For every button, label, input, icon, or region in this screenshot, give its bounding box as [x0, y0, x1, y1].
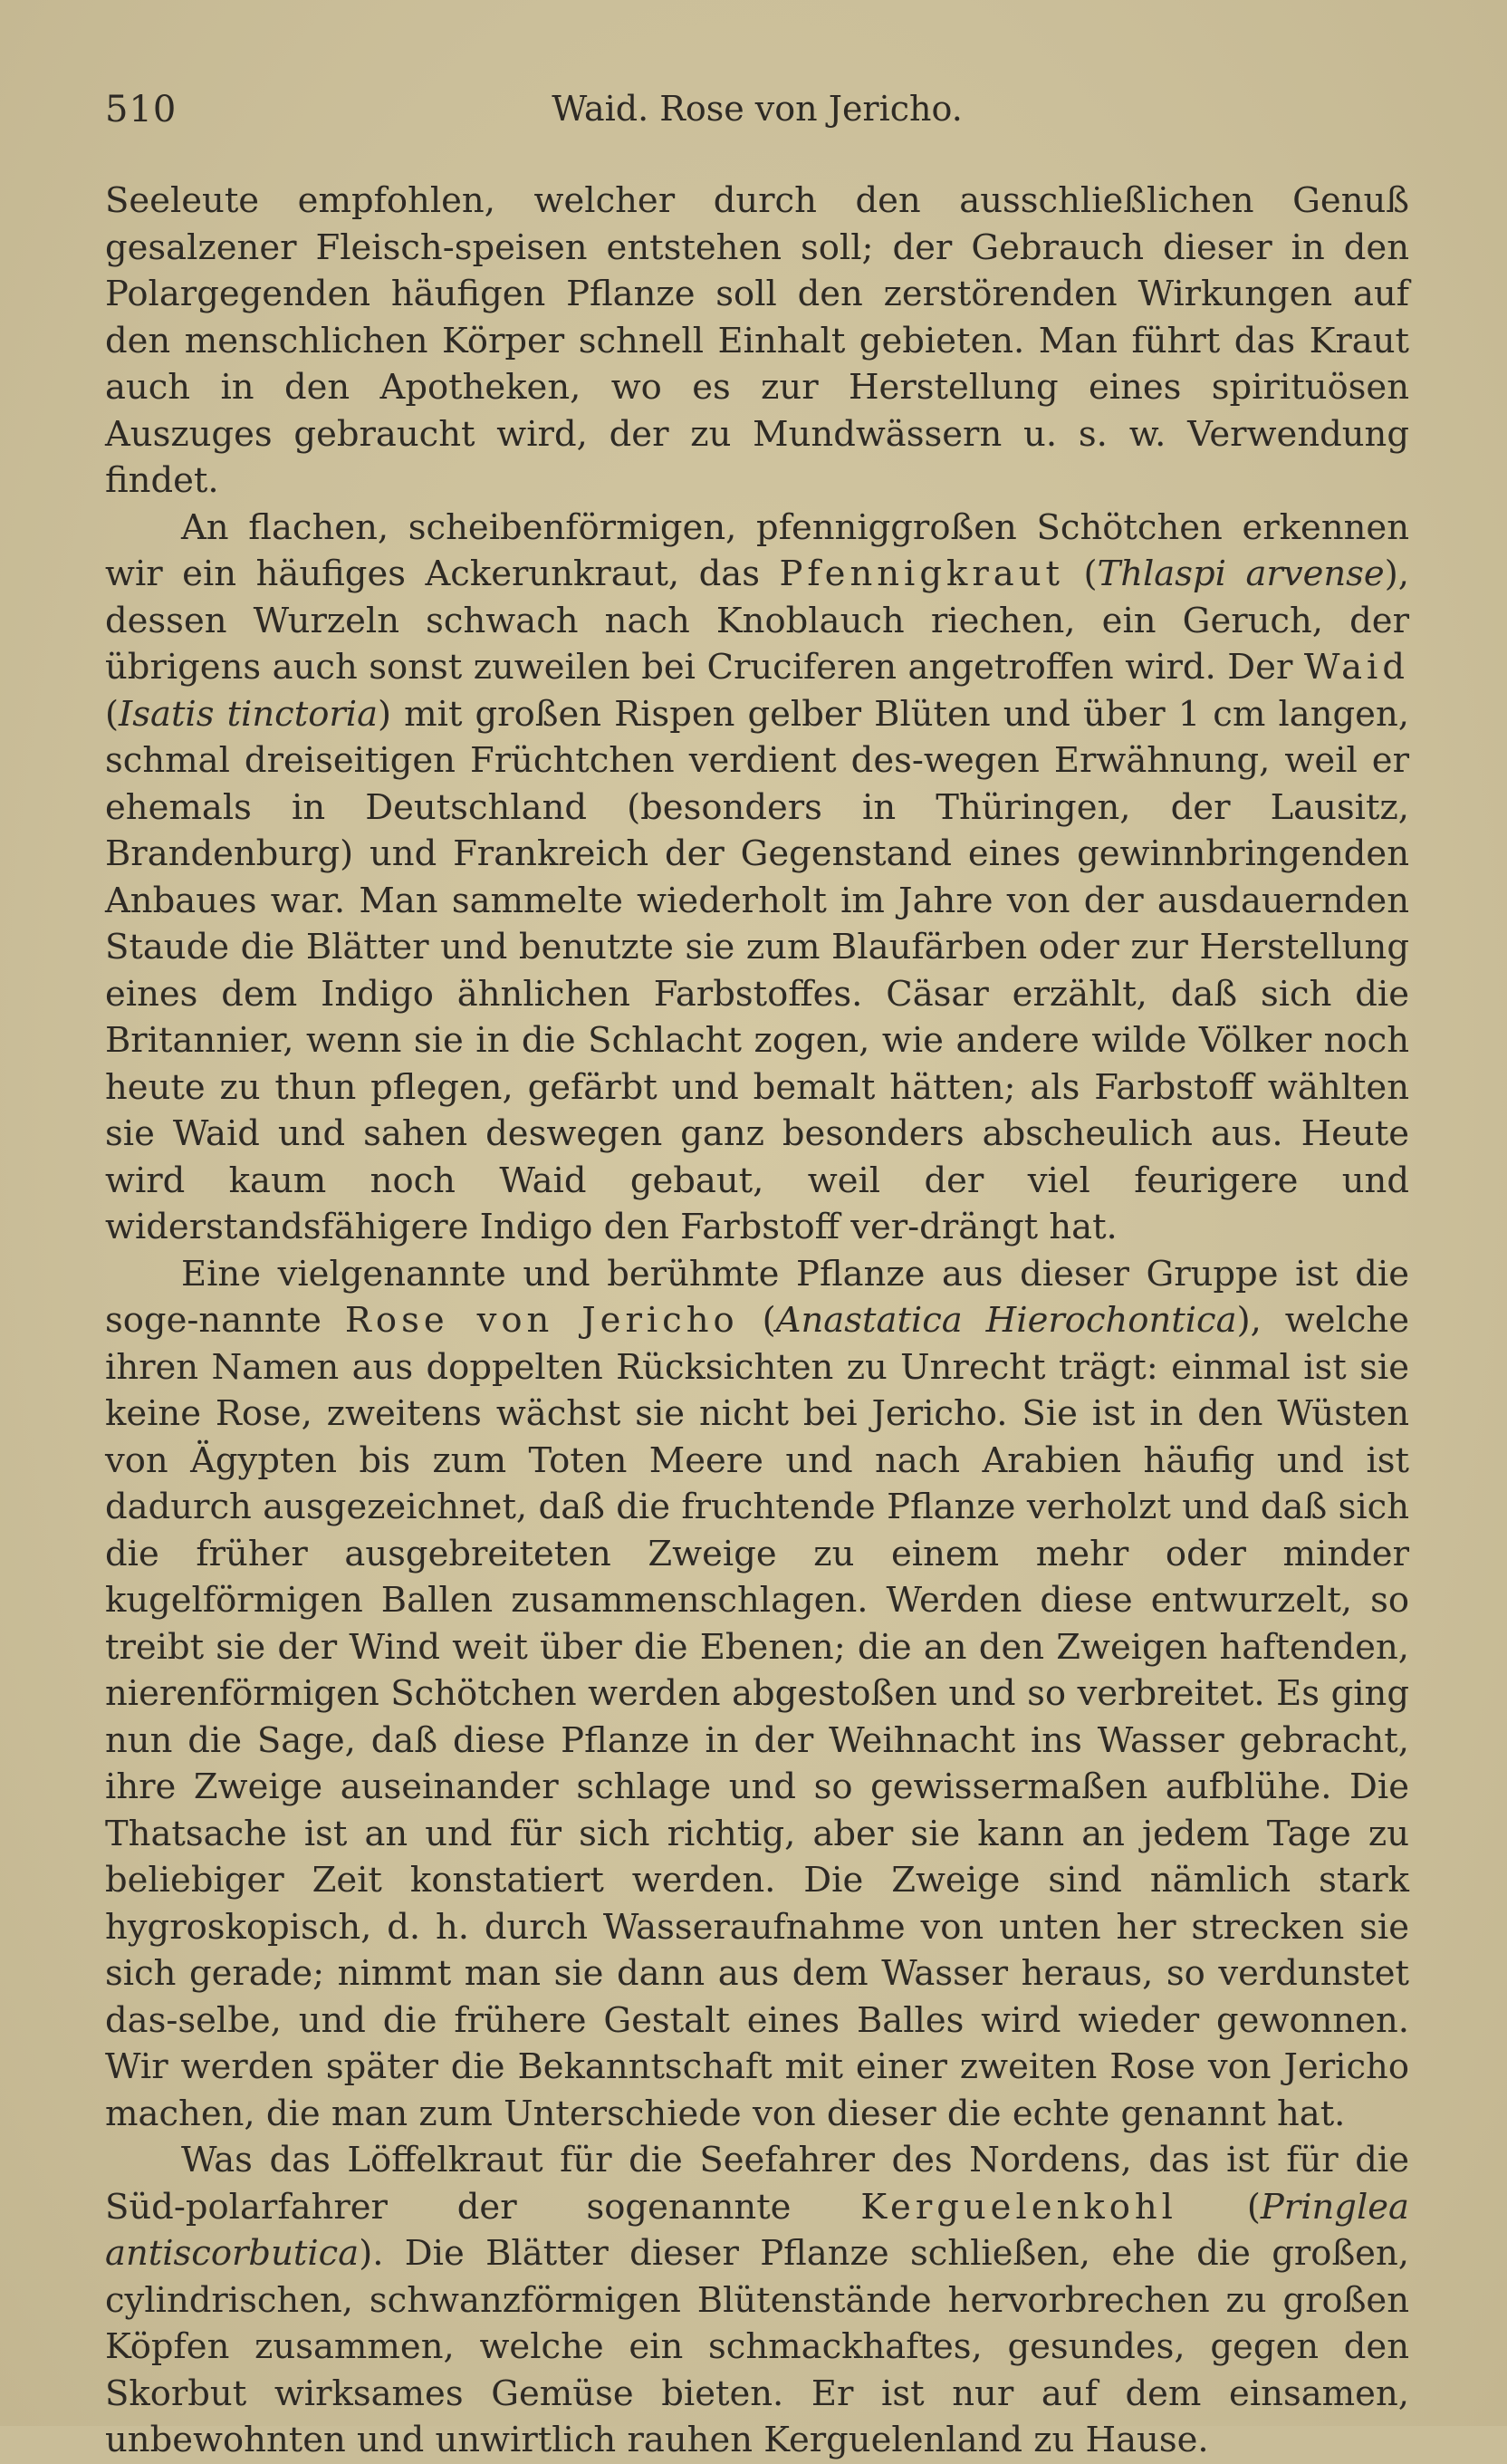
latin-name: Pringlea antiscorbutica — [105, 2186, 1410, 2274]
paragraph — [105, 505, 1409, 1251]
text-segment: An flachen, scheibenförmigen, pfenniggroßen Schötchen erkennen wir ein häufiges Ackerunkraut, das — [105, 506, 1409, 594]
text-segment: Was das Löffelkraut für die Seefahrer des Nordens, das ist für die Süd-polarfahrer der sogenannte — [105, 2140, 1409, 2228]
emphasized-term: Kerguelenkohl — [860, 2186, 1177, 2228]
text-segment: ) mit großen Rispen gelber Blüten und über 1 cm langen, schmal dreiseitigen Früchtchen verdient des-wegen Erwähnung, weil er ehemals in Deutschland (besonders in Thüringen, der Lausitz, Brandenburg) und Frankreich der Gegenstand eines gewinnbringenden Anbaues war. Man sammelte wiederholt im Jahre von der ausdauernden Staude die Blätter und benutzte sie zum Blaufärben oder zur Herstellung eines dem Indigo ähnlichen Farbstoffes. Cäsar erzählt, daß sich die Britannier, wenn sie in die Schlacht zogen, wie andere wilde Völker noch heute zu thun pflegen, gefärbt und bemalt hätten; als Farbstoff wählten sie Waid und sahen deswegen ganz besonders abscheulich aus. Heute wird kaum noch Waid gebaut, weil der viel feurigere und widerstandsfähigere Indigo den Farbstoff ver-drängt hat. — [105, 693, 1409, 1247]
emphasized-term: Waid — [1303, 647, 1409, 688]
latin-name: Anastatica Hierochontica — [775, 1300, 1237, 1341]
text-segment: Seeleute empfohlen, welcher durch den ausschließlichen Genuß gesalzener Fleisch-speisen entstehen soll; der Gebrauch dieser in den Polargegenden häufigen Pflanze soll den zerstörenden Wirkungen auf den menschlichen Körper schnell Einhalt gebieten. Man führt das Kraut auch in den Apotheken, wo es zur Herstellung eines spirituösen Auszuges gebraucht wird, der zu Mundwässern u. s. w. Verwendung findet. — [105, 180, 1409, 501]
text-segment: ( — [738, 1300, 776, 1341]
text-segment: ). Die Blätter dieser Pflanze schließen, ehe die großen, cylindrischen, schwanzförmigen Blütenstände hervorbrechen zu großen Köpfen zusammen, welche ein schmackhaftes, gesundes, gegen den Skorbut wirksames Gemüse bieten. Er ist nur auf dem einsamen, unbewohnten und unwirtlich rauhen Kerguelenland zu Hause. — [105, 2233, 1409, 2460]
text-segment: ( — [1063, 553, 1098, 594]
text-segment: ( — [105, 693, 120, 735]
paragraph — [105, 178, 1409, 505]
page-number: 510 — [105, 89, 178, 130]
body-text — [105, 178, 1409, 2464]
latin-name: Thlaspi arvense — [1097, 553, 1385, 594]
paragraph — [105, 1251, 1409, 2138]
text-segment: Eine vielgenannte und berühmte Pflanze aus dieser Gruppe ist die soge-nannte — [105, 1253, 1409, 1341]
emphasized-term: Rose von Jericho — [344, 1300, 739, 1341]
page-header — [105, 89, 1409, 143]
latin-name: Isatis tinctoria — [119, 693, 379, 735]
running-head: Waid. Rose von Jericho. — [552, 89, 963, 129]
text-segment: ), dessen Wurzeln schwach nach Knoblauch riechen, ein Geruch, der übrigens auch sonst zuweilen bei Cruciferen angetroffen wird. Der — [105, 553, 1409, 688]
paragraph — [105, 2137, 1409, 2464]
emphasized-term: Pfennigkraut — [779, 553, 1064, 594]
text-segment: ( — [1176, 2186, 1261, 2228]
text-segment: ), welche ihren Namen aus doppelten Rücksichten zu Unrecht trägt: einmal ist sie keine Rose, zweitens wächst sie nicht bei Jericho. Sie ist in den Wüsten von Ägypten bis zum Toten Meere und nach Arabien häufig und ist dadurch ausgezeichnet, daß die fruchtende Pflanze verholzt und daß sich die früher ausgebreiteten Zweige zu einem mehr oder minder kugelförmigen Ballen zusammenschlagen. Werden diese entwurzelt, so treibt sie der Wind weit über die Ebenen; die an den Zweigen haftenden, nierenförmigen Schötchen werden abgestoßen und so verbreitet. Es ging nun die Sage, daß diese Pflanze in der Weihnacht ins Wasser gebracht, ihre Zweige auseinander schlage und so gewissermaßen aufblühe. Die Thatsache ist an und für sich richtig, aber sie kann an jedem Tage zu beliebiger Zeit konstatiert werden. Die Zweige sind nämlich stark hygroskopisch, d. h. durch Wasseraufnahme von unten her strecken sie sich gerade; nimmt man sie dann aus dem Wasser heraus, so verdunstet das-selbe, und die frühere Gestalt eines Balles wird wieder gewonnen. Wir werden später die Bekanntschaft mit einer zweiten Rose von Jericho machen, die man zum Unterschiede von dieser die echte genannt hat. — [105, 1300, 1409, 2134]
